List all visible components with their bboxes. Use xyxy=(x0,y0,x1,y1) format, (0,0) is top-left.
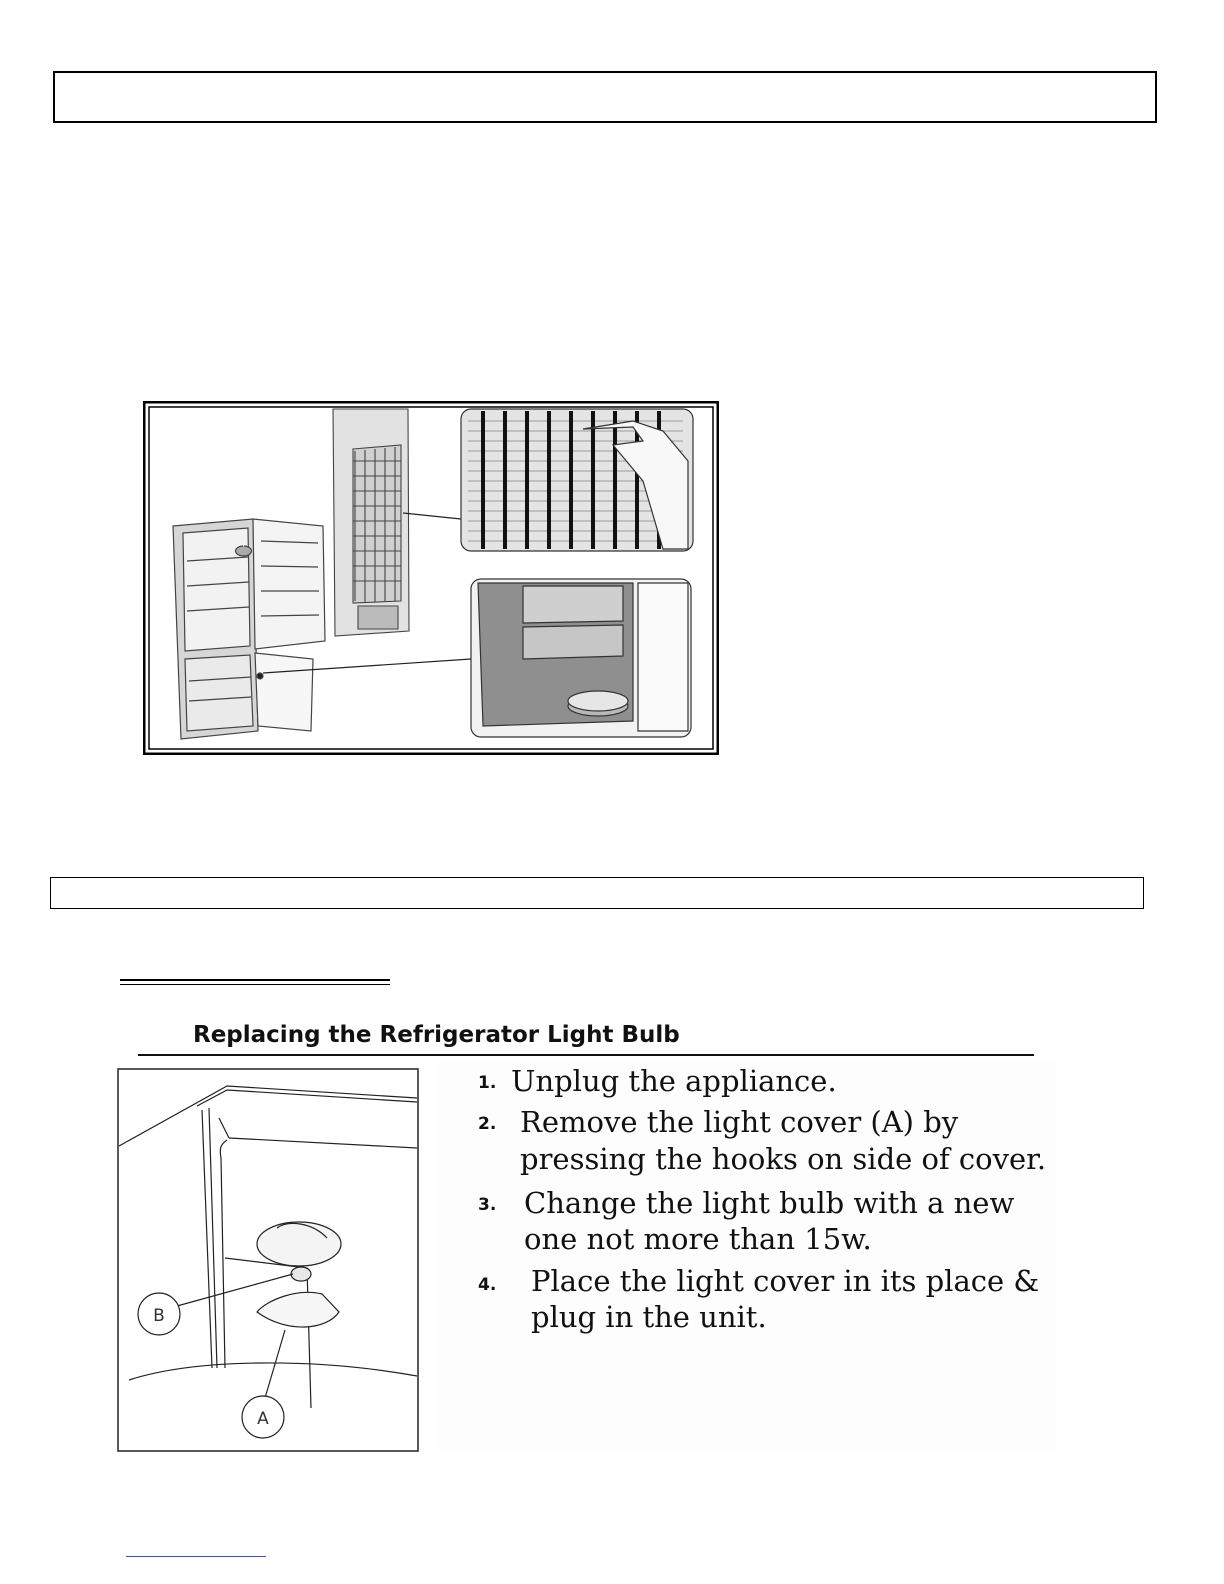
step-text: pressing the hooks on side of cover. xyxy=(520,1142,1047,1176)
refrigerator-cleaning-illustration xyxy=(143,401,719,755)
light-bulb-diagram xyxy=(117,1068,419,1452)
step-text: Unplug the appliance. xyxy=(511,1064,837,1098)
light-cover-drawing xyxy=(257,1222,341,1266)
step-text: Remove the light cover (A) by xyxy=(520,1105,959,1139)
step-text: one not more than 15w. xyxy=(524,1222,872,1256)
bulb-replacement-heading: Replacing the Refrigerator Light Bulb xyxy=(193,1022,680,1048)
step-number: 4. xyxy=(478,1275,497,1295)
callout-a-label: A xyxy=(257,1409,269,1429)
condenser-vacuum-inset xyxy=(461,409,693,551)
section-header-box xyxy=(50,877,1144,909)
callout-b-label: B xyxy=(153,1306,165,1326)
step-text: Change the light bulb with a new xyxy=(524,1186,1015,1220)
step-number: 2. xyxy=(478,1114,497,1134)
bulb-drawing xyxy=(291,1267,311,1281)
step-number: 3. xyxy=(478,1195,497,1215)
open-fridge-drawing xyxy=(173,519,325,739)
footer-link-underline[interactable] xyxy=(126,1556,266,1557)
heading-rule xyxy=(138,1054,1034,1056)
section-header-box xyxy=(53,71,1157,123)
step-number: 1. xyxy=(478,1073,497,1093)
defrost-water-tray-inset xyxy=(471,579,691,737)
subheading-underline xyxy=(120,979,390,985)
step-text: Place the light cover in its place & xyxy=(531,1264,1040,1298)
fridge-rear-condenser-drawing xyxy=(333,409,409,636)
step-text: plug in the unit. xyxy=(531,1300,767,1334)
